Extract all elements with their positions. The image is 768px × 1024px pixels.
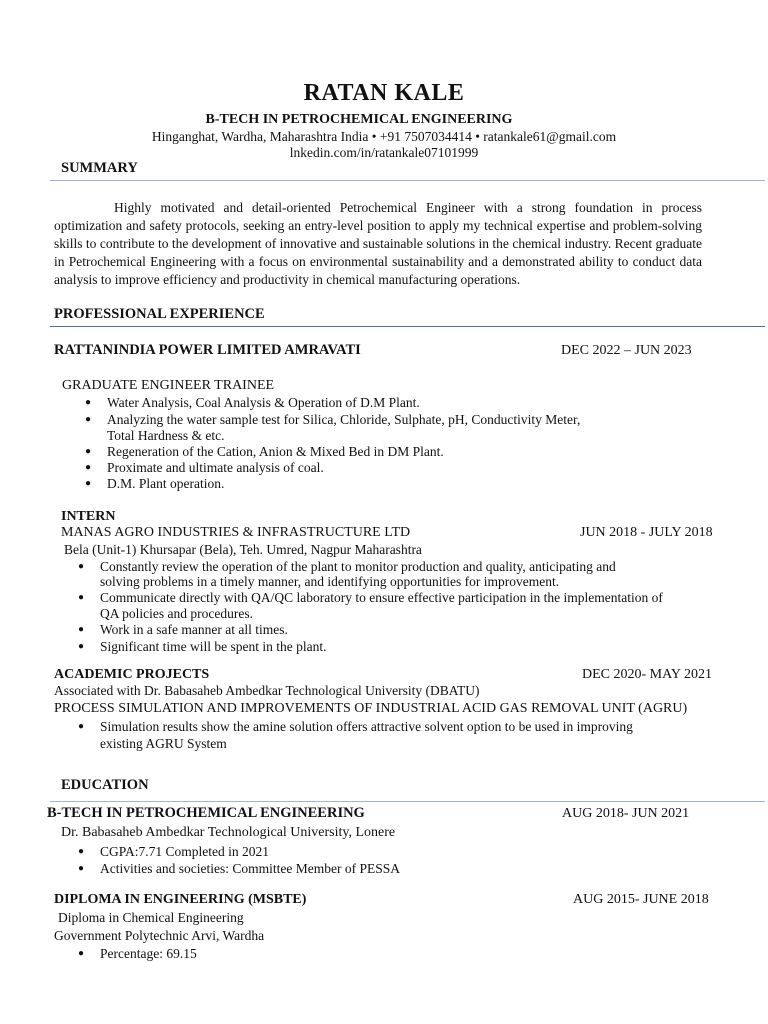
list-item: ● D.M. Plant operation. <box>107 476 224 492</box>
list-item: ● Work in a safe manner at all times. <box>100 622 288 638</box>
diploma-school: Government Polytechnic Arvi, Wardha <box>54 928 265 943</box>
list-item: ● Analyzing the water sample test for Silica, Chloride, Sulphate, pH, Conductivity Meter, <box>107 412 580 428</box>
btech-degree: B-TECH IN PETROCHEMICAL ENGINEERING <box>47 805 365 821</box>
list-item: ● Water Analysis, Coal Analysis & Operation of D.M Plant. <box>107 395 420 411</box>
job2-dates: JUN 2018 - JULY 2018 <box>580 525 713 540</box>
contact-line: Hinganghat, Wardha, Maharashtra India • +91 7507034414 • ratankale61@gmail.com <box>151 129 617 144</box>
section-divider <box>50 326 765 327</box>
candidate-name: RATAN KALE <box>303 80 465 106</box>
btech-dates: AUG 2018- JUN 2021 <box>562 806 690 821</box>
list-item: ● Percentage: 69.15 <box>100 946 197 962</box>
experience-heading: PROFESSIONAL EXPERIENCE <box>54 306 265 322</box>
list-item-continuation: existing AGRU System <box>100 736 227 751</box>
project-title: PROCESS SIMULATION AND IMPROVEMENTS OF INDUSTRIAL ACID GAS REMOVAL UNIT (AGRU) <box>54 701 688 716</box>
job1-role: GRADUATE ENGINEER TRAINEE <box>62 378 275 393</box>
job2-role: INTERN <box>61 509 116 524</box>
summary-text <box>54 199 702 289</box>
summary-paragraph: Highly motivated and detail-oriented Petrochemical Engineer with a strong foundation in process optimization and safety protocols, seeking an entry-level position to apply my technical expertise and problem-solving skills to contribute to the development of innovative and sustainable solutions in the chemical industry. Recent graduate in Petrochemical Engineering with a focus on environmental sustainability and a demonstrated ability to conduct data analysis to improve efficiency and productivity in chemical manufacturing operations. <box>54 200 702 287</box>
projects-heading: ACADEMIC PROJECTS <box>54 667 210 682</box>
list-item: ● Communicate directly with QA/QC laboratory to ensure effective participation in the implementation of <box>100 590 663 606</box>
list-item: ● Regeneration of the Cation, Anion & Mixed Bed in DM Plant. <box>107 444 444 460</box>
education-heading: EDUCATION <box>61 777 149 793</box>
section-divider <box>50 180 765 181</box>
list-item: ● Constantly review the operation of the plant to monitor production and quality, anticipating and <box>100 559 616 575</box>
list-item-continuation: QA policies and procedures. <box>100 606 253 621</box>
job2-company: MANAS AGRO INDUSTRIES & INFRASTRUCTURE LTD <box>61 525 411 540</box>
projects-association: Associated with Dr. Babasaheb Ambedkar Technological University (DBATU) <box>54 683 480 698</box>
diploma-field: Diploma in Chemical Engineering <box>58 910 244 925</box>
list-item: ● Simulation results show the amine solution offers attractive solvent option to be used in improving <box>100 719 633 735</box>
linkedin-url: lnkedin.com/in/ratankale07101999 <box>289 145 479 160</box>
diploma-dates: AUG 2015- JUNE 2018 <box>573 892 709 907</box>
list-item: ● Proximate and ultimate analysis of coal. <box>107 460 324 476</box>
list-item-continuation: solving problems in a timely manner, and identifying opportunities for improvement. <box>100 574 560 589</box>
list-item: ● Significant time will be spent in the plant. <box>100 639 326 655</box>
list-item-continuation: Total Hardness & etc. <box>107 428 225 443</box>
job2-location: Bela (Unit-1) Khursapar (Bela), Teh. Umred, Nagpur Maharashtra <box>64 542 422 557</box>
section-divider <box>50 801 765 802</box>
btech-school: Dr. Babasaheb Ambedkar Technological University, Lonere <box>61 825 396 840</box>
summary-heading: SUMMARY <box>61 160 138 176</box>
list-item: ● Activities and societies: Committee Member of PESSA <box>100 861 400 877</box>
diploma-degree: DIPLOMA IN ENGINEERING (MSBTE) <box>54 892 307 907</box>
candidate-degree: B-TECH IN PETROCHEMICAL ENGINEERING <box>205 112 513 127</box>
list-item: ● CGPA:7.71 Completed in 2021 <box>100 844 269 860</box>
job1-company: RATTANINDIA POWER LIMITED AMRAVATI <box>54 342 361 358</box>
projects-dates: DEC 2020- MAY 2021 <box>582 667 713 682</box>
job1-dates: DEC 2022 – JUN 2023 <box>561 343 692 358</box>
